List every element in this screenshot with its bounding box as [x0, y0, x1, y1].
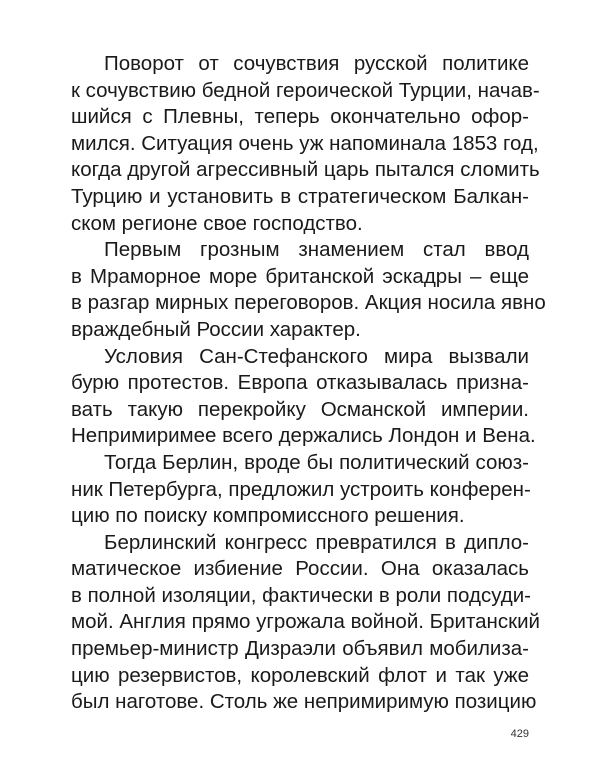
text-line: был наготове. Столь же непримиримую позицию — [71, 690, 537, 714]
text-line: Тогда Берлин, вроде бы политический союз- — [104, 450, 529, 474]
text-line: цию по поиску компромиссного решения. — [71, 504, 465, 528]
text-line: Турцию и установить в стратегическом Балкан- — [71, 184, 529, 208]
text-line: в Мраморное море британской эскадры – еще — [71, 264, 529, 288]
text-line: мой. Англия прямо угрожала войной. Британский — [71, 610, 540, 634]
text-line: цию резервистов, королевский флот и так уже — [71, 663, 529, 687]
text-line: вать такую перекройку Османской империи. — [71, 397, 529, 421]
text-line: Условия Сан-Стефанского мира вызвали — [104, 344, 529, 368]
text-line: враждебный России характер. — [71, 317, 361, 341]
text-line: матическое избиение России. Она оказалась — [71, 557, 529, 581]
text-line: Первым грозным знамением стал ввод — [104, 238, 529, 262]
text-line: в разгар мирных переговоров. Акция носила явно — [71, 291, 546, 315]
body-text — [71, 51, 546, 716]
text-line: ник Петербурга, предложил устроить конферен- — [71, 477, 531, 501]
text-line: премьер-министр Дизраэли объявил мобилиза- — [71, 637, 529, 661]
text-line: шийся с Плевны, теперь окончательно офор- — [71, 105, 529, 129]
text-line: бурю протестов. Европа отказывалась призна- — [71, 371, 529, 395]
page-number: 429 — [510, 728, 529, 740]
text-line: Непримиримее всего держались Лондон и Вена. — [71, 424, 536, 448]
text-line: к сочувствию бедной героической Турции, начав- — [71, 78, 540, 102]
text-line: в полной изоляции, фактически в роли подсуди- — [71, 583, 532, 607]
text-line: Берлинский конгресс превратился в дипло- — [104, 530, 529, 554]
text-line: ском регионе свое господство. — [71, 211, 363, 235]
text-line: Поворот от сочувствия русской политике — [104, 52, 529, 75]
text-line: мился. Ситуация очень уж напоминала 1853 год, — [71, 131, 539, 155]
text-line: когда другой агрессивный царь пытался сломить — [71, 158, 540, 182]
